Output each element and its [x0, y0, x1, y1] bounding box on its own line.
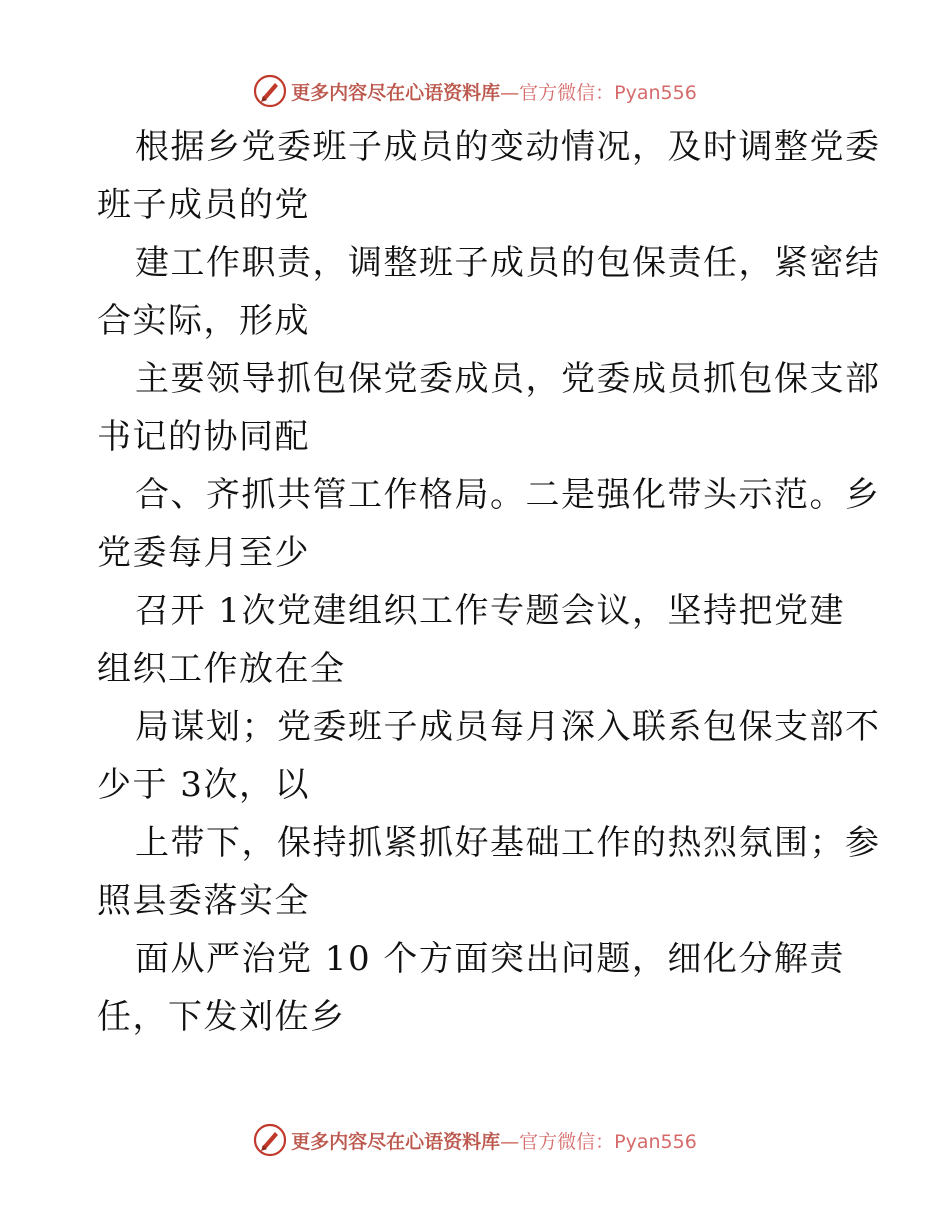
body-line: 主要领导抓包保党委成员，党委成员抓包保支部	[135, 359, 881, 399]
watermark-text	[291, 1127, 697, 1154]
body-line: 合、齐抓共管工作格局。二是强化带头示范。乡	[135, 475, 881, 515]
quill-logo-icon	[253, 1123, 287, 1157]
body-line: 班子成员的党	[97, 185, 310, 225]
footer-watermark	[0, 1120, 950, 1160]
watermark-brand: 更多内容尽在心语资料库	[291, 1130, 501, 1153]
document-body	[97, 118, 887, 1046]
body-line: 党委每月至少	[97, 533, 310, 573]
watermark-separator: —	[500, 81, 520, 104]
quill-logo-icon	[253, 74, 287, 108]
header-watermark	[0, 71, 950, 111]
watermark-wechat: 官方微信：Pyan556	[519, 1130, 697, 1153]
body-line: 合实际，形成	[97, 301, 310, 341]
body-line: 根据乡党委班子成员的变动情况，及时调整党委	[135, 127, 881, 167]
body-line: 任，下发刘佐乡	[97, 997, 346, 1037]
watermark-wechat: 官方微信：Pyan556	[519, 81, 697, 104]
watermark-separator: —	[500, 1130, 520, 1153]
body-line: 书记的协同配	[97, 417, 310, 457]
watermark-text	[291, 78, 697, 105]
body-line: 上带下，保持抓紧抓好基础工作的热烈氛围；参	[135, 823, 881, 863]
body-line: 面从严治党 10 个方面突出问题，细化分解责	[135, 939, 845, 979]
body-line: 建工作职责，调整班子成员的包保责任，紧密结	[135, 243, 881, 283]
body-line: 局谋划；党委班子成员每月深入联系包保支部不	[135, 707, 881, 747]
body-line: 召开 1次党建组织工作专题会议，坚持把党建	[135, 591, 845, 631]
body-line: 照县委落实全	[97, 881, 310, 921]
body-line: 组织工作放在全	[97, 649, 346, 689]
watermark-brand: 更多内容尽在心语资料库	[291, 81, 501, 104]
body-line: 少于 3次，以	[97, 765, 310, 805]
